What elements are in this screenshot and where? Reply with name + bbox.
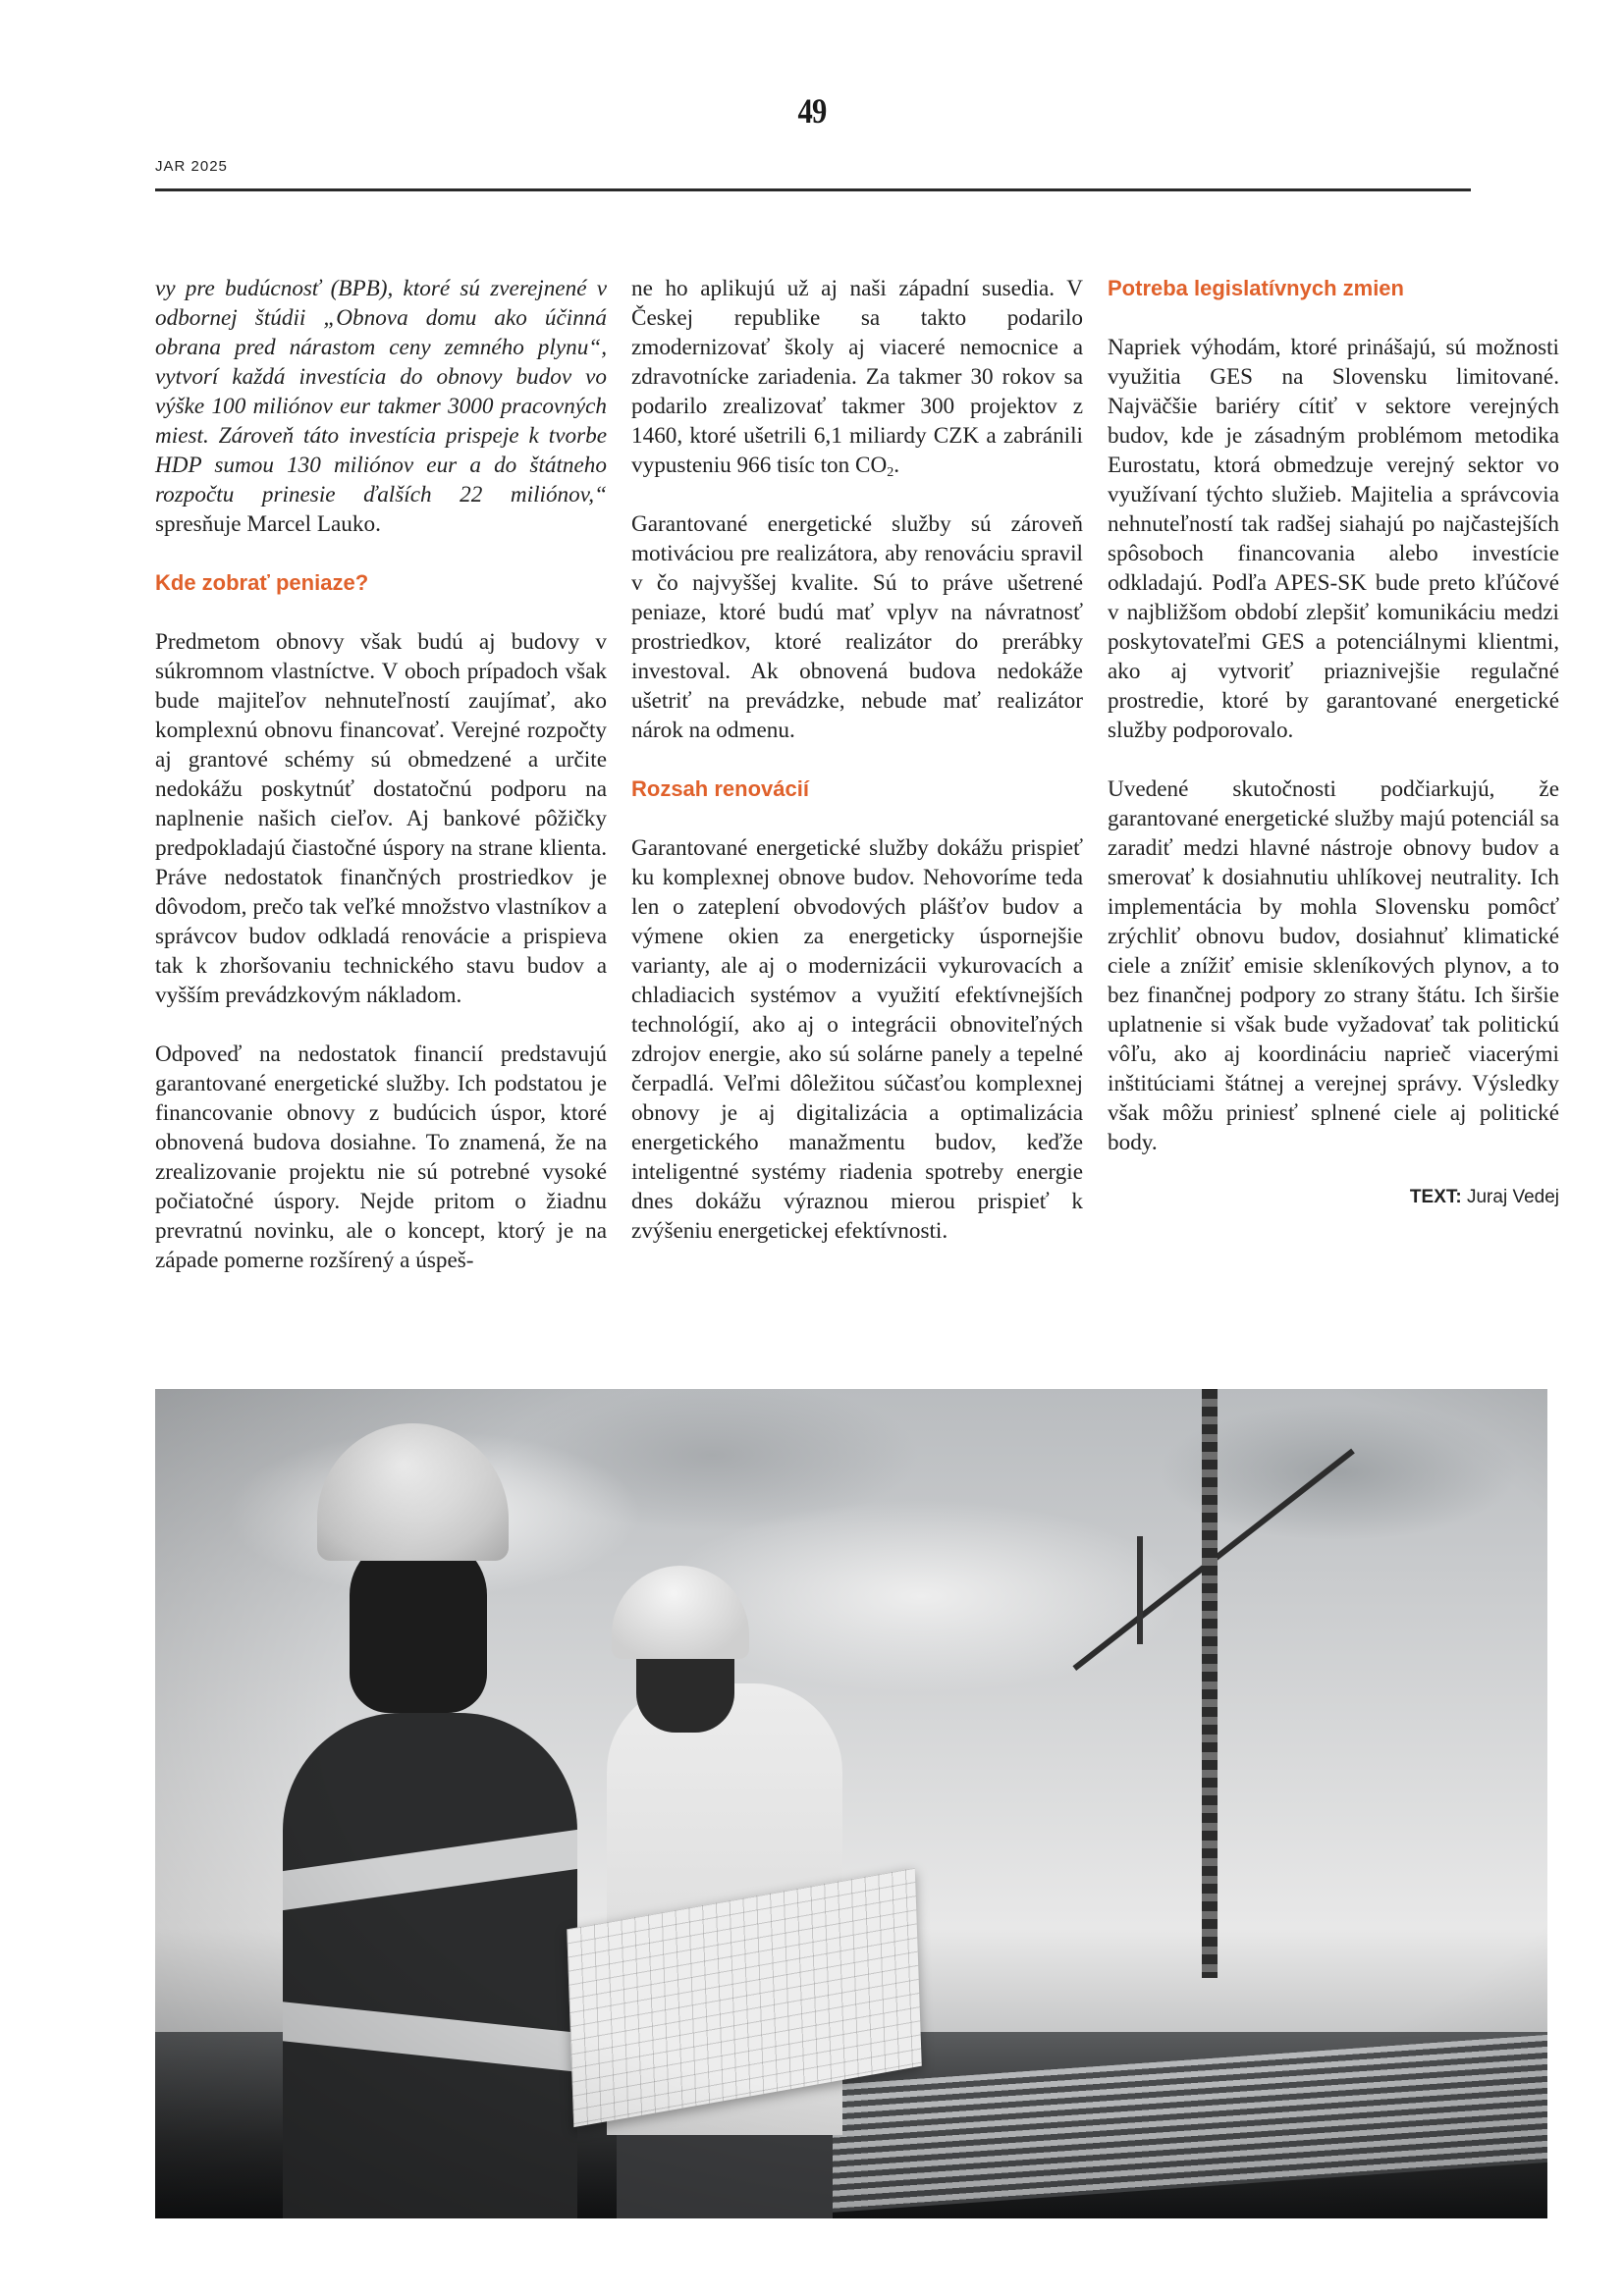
photo-vignette [155, 1389, 1547, 2218]
co2-paragraph-tail: . [893, 453, 900, 478]
subhead-rozsah-renovacii: Rozsah renovácií [631, 776, 809, 801]
body-paragraph: Odpoveď na nedostatok financií predstavujú garantované energetické služby. Ich podstatou je financovanie obnovy z budúcich úspor, ktoré obnovená budova dosiahne. To znamená, že na zrealizovanie projektu nie sú potrebné vysoké počiatočné úspory. Nejde pritom o žiadnu prevratnú novinku, ale o koncept, ktorý je na západe pomerne rozšírený a úspeš- [155, 1041, 607, 1273]
subhead-potreba-legislativnych-zmien: Potreba legislatívnych zmien [1108, 276, 1404, 300]
column-3 [1108, 274, 1559, 1208]
column-1 [155, 274, 607, 1305]
byline-label: TEXT: [1409, 1187, 1462, 1207]
subhead-kde-zobrat-peniaze: Kde zobrať peniaze? [155, 570, 369, 595]
body-paragraph: Uvedené skutočnosti podčiarkujú, že garantované energetické služby majú potenciál sa zaradiť medzi hlavné nástroje obnovy budov a smerovať k dosiahnutiu uhlíkovej neutrality. Ich implementácia by mohla Slovensku pomôcť zrýchliť obnovu budov, dosiahnuť klimatické ciele a znížiť emisie skleníkových plynov, a to bez finančnej podpory zo strany štátu. Ich širšie uplatnenie si však bude vyžadovať tak politickú vôľu, ako aj koordináciu naprieč viacerými inštitúciami štátnej a verejnej správy. Výsledky však môžu priniesť splnené ciele aj politické body. [1108, 776, 1559, 1155]
byline [1108, 1187, 1559, 1208]
quote-italic-text: vy pre budúcnosť (BPB), ktoré sú zverejnené v odbornej štúdii „Obnova domu ako účinná obrana pred nárastom ceny zemného plynu“, vytvorí každá investícia do obnovy budov vo výške 100 miliónov eur takmer 3000 pracovných miest. Zároveň táto investícia prispeje k tvorbe HDP sumou 130 miliónov eur a do štátneho rozpočtu prinesie ďalších 22 miliónov,“ [155, 276, 607, 507]
body-paragraph: Napriek výhodám, ktoré prinášajú, sú možnosti využitia GES na Slovensku limitované. Najväčšie bariéry cítiť v sektore verejných budov, kde je zásadným problémom metodika Eurostatu, ktorá obmedzuje verejný sektor vo využívaní týchto služieb. Majitelia a správcovia nehnuteľností tak radšej siahajú po najčastejších spôsoboch financovania alebo investície odkladajú. Podľa APES-SK bude preto kľúčové v najbližšom období zlepšiť komunikáciu medzi poskytovateľmi GES a potenciálnymi klientmi, ako aj vytvoriť priaznivejšie regulačné prostredie, ktoré by garantované energetické služby podporovalo. [1108, 335, 1559, 743]
construction-workers-photo [155, 1389, 1547, 2218]
co2-paragraph-text: ne ho aplikujú už aj naši západní susedia. V Českej republike sa takto podarilo zmodernizovať školy aj viaceré nemocnice a zdravotnícke zariadenia. Za takmer 30 rokov sa podarilo zrealizovať takmer 300 projektov z 1460, ktoré ušetrili 6,1 miliardy CZK a zabránili vypusteniu 966 tisíc ton CO [631, 276, 1083, 478]
issue-label: JAR 2025 [155, 158, 228, 175]
column-2 [631, 274, 1083, 1275]
body-paragraph: Predmetom obnovy však budú aj budovy v súkromnom vlastníctve. V oboch prípadoch však bude majiteľov nehnuteľností zaujímať, ako komplexnú obnovu financovať. Verejné rozpočty aj grantové schémy sú obmedzené a určite nedokážu poskytnúť dostatočnú podporu na naplnenie našich cieľov. Aj bankové pôžičky predpokladajú čiastočné úspory na strane klienta. Práve nedostatok finančných prostriedkov je dôvodom, prečo tak veľké množstvo vlastníkov a správcov budov odkladá renovácie a prispieva tak k zhoršovaniu technického stavu budov a vyšším prevádzkovým nákladom. [155, 629, 607, 1008]
body-paragraph: Garantované energetické služby dokážu prispieť ku komplexnej obnove budov. Nehovoríme teda len o zateplení obvodových plášťov budov a výmene okien za energeticky úspornejšie varianty, ale aj o modernizácii vykurovacích a chladiacich systémov a využití efektívnejších technológií, ako aj o integrácii obnoviteľných zdrojov energie, ako sú solárne panely a tepelné čerpadlá. Veľmi dôležitou súčasťou komplexnej obnovy je aj digitalizácia a optimalizácia energetického manažmentu budov, keďže inteligentné systémy riadenia spotreby energie dnes dokážu výraznou mierou prispieť k zvýšeniu energetickej efektívnosti. [631, 835, 1083, 1244]
page-number: 49 [797, 91, 827, 131]
byline-author: Juraj Vedej [1466, 1187, 1559, 1207]
quote-attribution: spresňuje Marcel Lauko. [155, 511, 381, 537]
quote-paragraph [155, 274, 607, 539]
co2-subscript: 2 [887, 465, 894, 480]
body-paragraph: Garantované energetické služby sú zároveň motiváciou pre realizátora, aby renováciu spravil v čo najvyššej kvalite. Sú to práve ušetrené peniaze, ktoré budú mať vplyv na návratnosť prostriedkov, ktoré realizátor do prerábky investoval. Ak obnovená budova nedokáže ušetriť na prevádzke, nebude mať realizátor nárok na odmenu. [631, 511, 1083, 743]
header-rule [155, 188, 1471, 191]
body-paragraph-co2 [631, 274, 1083, 480]
